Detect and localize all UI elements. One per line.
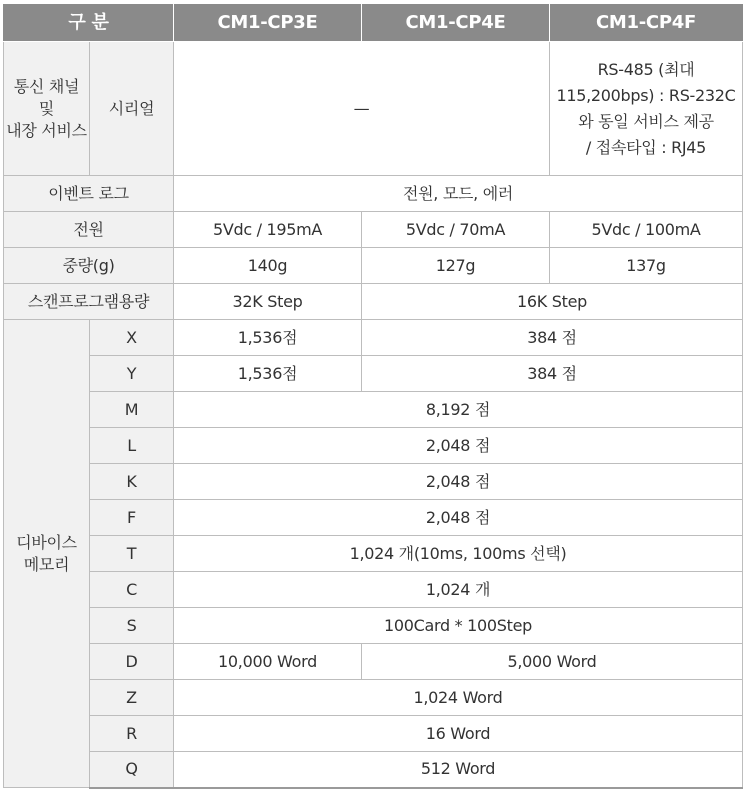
device-key-r: R [90,716,174,752]
row-event-log [4,176,743,212]
row-scan-program [4,284,743,320]
value-device-d-cp4: 5,000 Word [362,644,743,680]
device-key-m: M [90,392,174,428]
device-key-l: L [90,428,174,464]
device-key-y: Y [90,356,174,392]
row-device-q [4,752,743,788]
device-key-t: T [90,536,174,572]
row-device-r [4,716,743,752]
label-event-log: 이벤트 로그 [4,176,174,212]
header-model-cp4f: CM1-CP4F [550,5,743,42]
row-device-d [4,644,743,680]
value-device-f: 2,048 점 [174,500,743,536]
row-device-t [4,536,743,572]
row-device-k [4,464,743,500]
value-serial-cp4f: RS-485 (최대 115,200bps) : RS-232C 와 동일 서비스 제공 / 접속타입 : RJ45 [550,42,743,176]
header-row [4,5,743,42]
label-serial: 시리얼 [90,42,174,176]
device-key-c: C [90,572,174,608]
value-device-t: 1,024 개(10ms, 100ms 선택) [174,536,743,572]
value-event-log: 전원, 모드, 에러 [174,176,743,212]
device-key-k: K [90,464,174,500]
row-device-s [4,608,743,644]
value-device-s: 100Card * 100Step [174,608,743,644]
row-device-m [4,392,743,428]
label-device-memory: 디바이스 메모리 [4,320,90,788]
value-scan-program-cp3e: 32K Step [174,284,362,320]
row-device-l [4,428,743,464]
device-key-d: D [90,644,174,680]
value-power-cp4e: 5Vdc / 70mA [362,212,550,248]
label-communication: 통신 채널 및 내장 서비스 [4,42,90,176]
row-power [4,212,743,248]
value-power-cp4f: 5Vdc / 100mA [550,212,743,248]
value-device-y-cp3e: 1,536점 [174,356,362,392]
value-device-z: 1,024 Word [174,680,743,716]
row-communication [4,42,743,176]
row-weight [4,248,743,284]
value-weight-cp4f: 137g [550,248,743,284]
label-power: 전원 [4,212,174,248]
value-power-cp3e: 5Vdc / 195mA [174,212,362,248]
value-device-m: 8,192 점 [174,392,743,428]
device-key-q: Q [90,752,174,788]
value-device-x-cp4: 384 점 [362,320,743,356]
value-device-r: 16 Word [174,716,743,752]
value-device-d-cp3e: 10,000 Word [174,644,362,680]
device-key-s: S [90,608,174,644]
header-category: 구 분 [4,5,174,42]
device-key-x: X [90,320,174,356]
value-weight-cp4e: 127g [362,248,550,284]
row-device-c [4,572,743,608]
value-device-q: 512 Word [174,752,743,788]
value-device-x-cp3e: 1,536점 [174,320,362,356]
value-device-y-cp4: 384 점 [362,356,743,392]
row-device-f [4,500,743,536]
row-device-y [4,356,743,392]
label-weight: 중량(g) [4,248,174,284]
header-model-cp3e: CM1-CP3E [174,5,362,42]
row-device-x [4,320,743,356]
header-model-cp4e: CM1-CP4E [362,5,550,42]
device-key-z: Z [90,680,174,716]
value-device-c: 1,024 개 [174,572,743,608]
spec-table [3,4,743,789]
value-serial-shared: — [174,42,550,176]
device-key-f: F [90,500,174,536]
value-device-l: 2,048 점 [174,428,743,464]
value-weight-cp3e: 140g [174,248,362,284]
value-device-k: 2,048 점 [174,464,743,500]
label-scan-program: 스캔프로그램용량 [4,284,174,320]
value-scan-program-cp4: 16K Step [362,284,743,320]
row-device-z [4,680,743,716]
